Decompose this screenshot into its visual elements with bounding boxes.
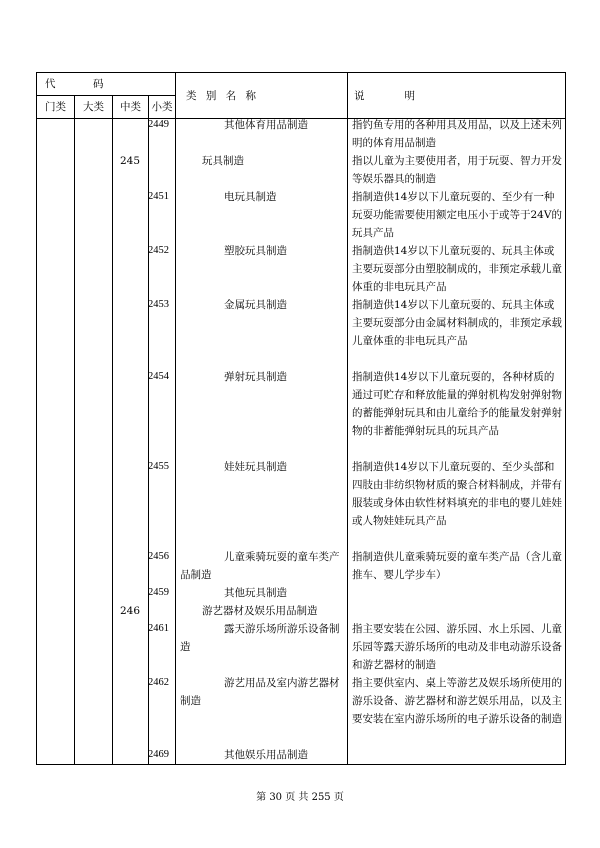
code-small: 2452 (148, 245, 169, 256)
category-name: 娃娃玩具制造 (224, 461, 287, 473)
code-small: 2456 (148, 551, 169, 562)
code-small: 2469 (148, 749, 169, 760)
code-mid: 245 (119, 155, 141, 167)
category-name: 其他体育用品制造 (224, 119, 308, 131)
category-name: 游艺用品及室内游艺器材制造 (180, 677, 340, 707)
code-small: 2459 (148, 587, 169, 598)
page-footer: 第 30 页 共 255 页 (256, 792, 344, 803)
category-desc: 指制造供14岁以下儿童玩耍的、玩具主体或主要玩耍部分由金属材料制成的，非预定承载儿童体重的非电玩具产品 (352, 299, 562, 347)
code-small: 2454 (148, 371, 169, 382)
category-name: 其他娱乐用品制造 (224, 749, 308, 761)
code-small: 2455 (148, 461, 169, 472)
category-name: 玩具制造 (202, 155, 244, 167)
category-name: 弹射玩具制造 (224, 371, 287, 383)
description-header-char-2: 明 (404, 89, 415, 102)
category-name-header: 类 别 名 称 (176, 73, 348, 119)
col-header-men: 门类 (37, 96, 75, 119)
code-small: 2453 (148, 299, 169, 310)
category-desc: 指主要供室内、桌上等游艺及娱乐场所使用的游乐设备、游艺器材和游艺娱乐用品，以及主要安装在室内游乐场所的电子游乐设备的制造 (352, 677, 562, 725)
col-header-zhong: 中类 (113, 96, 149, 119)
category-desc: 指制造供14岁以下儿童玩耍的、至少有一种玩耍功能需要使用额定电压小于或等于24V的玩具产品 (352, 191, 562, 239)
description-header-char-1: 说 (354, 89, 365, 102)
col-header-da: 大类 (75, 96, 113, 119)
category-desc: 指制造供14岁以下儿童玩耍的，各种材质的通过可贮存和释放能量的弹射机构发射弹射物的蓄能弹射玩具和由儿童给予的能量发射弹射物的非蓄能弹射玩具的玩具产品 (352, 371, 562, 437)
category-name: 游艺器材及娱乐用品制造 (202, 605, 318, 617)
code-header-char-1: 代 (45, 78, 56, 90)
category-desc: 指主要安装在公园、游乐园、水上乐园、儿童乐园等露天游乐场所的电动及非电动游乐设备和游艺器材的制造 (352, 623, 562, 671)
category-desc: 指钓鱼专用的各种用具及用品，以及上述未列明的体育用品制造 (352, 119, 562, 149)
code-header (37, 73, 176, 96)
category-name: 儿童乘骑玩耍的童车类产品制造 (180, 551, 340, 581)
code-small: 2451 (148, 191, 169, 202)
category-name: 其他玩具制造 (224, 587, 287, 599)
category-name: 塑胶玩具制造 (224, 245, 287, 257)
category-name: 电玩具制造 (224, 191, 277, 203)
category-desc: 指制造供14岁以下儿童玩耍的、玩具主体或主要玩耍部分由塑胶制成的，非预定承载儿童体重的非电玩具产品 (352, 245, 562, 293)
code-small: 2449 (148, 119, 169, 130)
code-mid: 246 (119, 605, 141, 617)
code-small: 2462 (148, 677, 169, 688)
table-entries (36, 116, 565, 764)
category-name: 露天游乐场所游乐设备制造 (180, 623, 340, 653)
code-small: 2461 (148, 623, 169, 634)
col-header-xiao: 小类 (149, 96, 176, 119)
category-desc: 指以儿童为主要使用者，用于玩耍、智力开发等娱乐器具的制造 (352, 155, 562, 185)
category-name: 金属玩具制造 (224, 299, 287, 311)
description-header (348, 73, 566, 119)
code-header-char-2: 码 (93, 78, 104, 90)
category-desc: 指制造供14岁以下儿童玩耍的、至少头部和四肢由非纺织物材质的聚合材料制成，并带有服装或身体由软性材料填充的非电的婴儿娃娃或人物娃娃玩具产品 (352, 461, 562, 527)
category-desc: 指制造供儿童乘骑玩耍的童车类产品（含儿童推车、婴儿学步车） (352, 551, 562, 581)
